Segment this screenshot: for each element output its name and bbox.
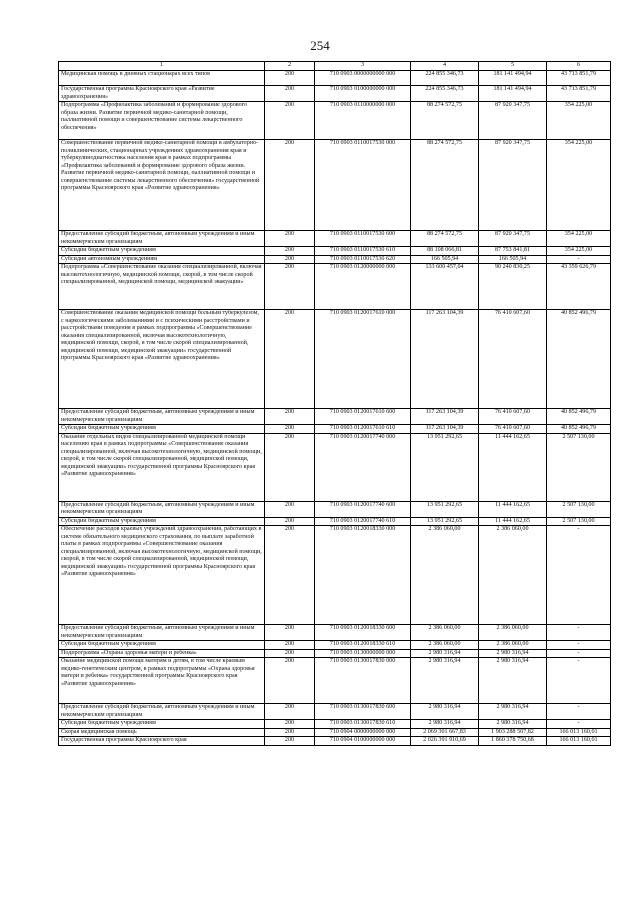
row-executed-amount-cell: 11 444 162,65 [479,433,547,501]
row-code-cell: 200 [265,517,315,526]
row-name-cell: Совершенствование оказания медицинской помощи больным туберкулезом, с наркологическими заболеваниями и с психическими расстройствами и расстройствами поведения в рамках подпрограммы «Совершенствование оказания специализированной, включая высокотехнологичную, медицинской помощи, скорой, в том числе скорой специализированной, медицинской помощи, медицинской эвакуации» государственной программы Красноярского края «Развитие здравоохранения» [59,310,265,409]
column-header: 6 [547,62,611,71]
row-remaining-amount-cell: 2 507 130,00 [547,433,611,501]
row-classification-cell: 710 0903 0120018330 000 [315,526,411,625]
row-planned-amount-cell: 117 263 104,39 [411,409,479,425]
row-planned-amount-cell: 88 274 572,75 [411,102,479,140]
row-classification-cell: 710 0903 0110017530 600 [315,231,411,247]
table-row [59,641,611,650]
row-remaining-amount-cell: 166 013 160,01 [547,728,611,737]
row-code-cell: 200 [265,649,315,658]
row-executed-amount-cell: 90 240 830,25 [479,264,547,310]
row-planned-amount-cell: 2 069 301 667,83 [411,728,479,737]
row-executed-amount-cell: 2 980 316,94 [479,658,547,704]
column-header: 4 [411,62,479,71]
row-name-cell: Предоставление субсидий бюджетным, автономным учреждениям и иным некоммерческим организациям [59,625,265,641]
table-row [59,704,611,720]
table-row [59,501,611,517]
row-name-cell: Обеспечение расходов краевых учреждений здравоохранения, работающих в системе обязательного медицинского страхования, по выплате заработной платы в рамках подпрограммы «Совершенствование оказания специализированной, включая высокотехнологичную, медицинской помощи, скорой, в том числе скорой специализированной, медицинской помощи, медицинской эвакуации» государственной программы Красноярского края «Развитие здравоохранения» [59,526,265,625]
row-planned-amount-cell: 88 108 066,81 [411,247,479,256]
row-name-cell: Подпрограмма «Охрана здоровья матери и ребенка» [59,649,265,658]
row-remaining-amount-cell: - [547,526,611,625]
table-row [59,86,611,102]
row-planned-amount-cell: 2 980 316,94 [411,658,479,704]
row-remaining-amount-cell: 43 359 626,79 [547,264,611,310]
row-executed-amount-cell: 1 860 378 750,68 [479,737,547,746]
column-header: 1 [59,62,265,71]
row-name-cell: Предоставление субсидий бюджетным, автономным учреждениям и иным некоммерческим организациям [59,231,265,247]
row-name-cell: Подпрограмма «Совершенствование оказания специализированной, включая высокотехнологичную, медицинской помощи, скорой, в том числе скорой специализированной, медицинской помощи, медицинской эвакуации» [59,264,265,310]
row-remaining-amount-cell: 354 225,00 [547,231,611,247]
table-row [59,658,611,704]
row-planned-amount-cell: 2 980 316,94 [411,720,479,729]
row-executed-amount-cell: 1 903 288 507,82 [479,728,547,737]
row-remaining-amount-cell: - [547,641,611,650]
row-executed-amount-cell: 87 920 347,75 [479,102,547,140]
row-code-cell: 200 [265,625,315,641]
row-executed-amount-cell: 2 980 316,94 [479,720,547,729]
row-classification-cell: 710 0903 0120017610 000 [315,310,411,409]
row-remaining-amount-cell: - [547,625,611,641]
row-classification-cell: 710 0903 0130000000 000 [315,649,411,658]
row-planned-amount-cell: 88 274 572,75 [411,140,479,231]
row-remaining-amount-cell: 43 713 851,79 [547,71,611,86]
row-remaining-amount-cell: - [547,720,611,729]
row-planned-amount-cell: 13 951 292,65 [411,501,479,517]
row-name-cell: Медицинская помощь в дневных стационарах всех типов [59,71,265,86]
row-remaining-amount-cell: 40 852 496,79 [547,409,611,425]
row-executed-amount-cell: 87 920 347,75 [479,231,547,247]
row-name-cell: Подпрограмма «Профилактика заболеваний и формирование здорового образа жизни. Развитие первичной медико-санитарной помощи, паллиативной помощи и совершенствование системы лекарственного обеспечения» [59,102,265,140]
row-remaining-amount-cell: - [547,649,611,658]
row-classification-cell: 710 0903 0000000000 000 [315,71,411,86]
column-header: 3 [315,62,411,71]
row-classification-cell: 710 0903 0110017530 610 [315,247,411,256]
row-name-cell: Субсидии автономным учреждениям [59,255,265,264]
row-executed-amount-cell: 76 410 607,60 [479,425,547,434]
row-classification-cell: 710 0903 0110000000 000 [315,102,411,140]
row-name-cell: Государственная программа Красноярского края «Развитие здравоохранения» [59,86,265,102]
row-executed-amount-cell: 11 444 162,65 [479,517,547,526]
row-executed-amount-cell: 87 753 841,81 [479,247,547,256]
row-classification-cell: 710 0903 0120000000 000 [315,264,411,310]
row-remaining-amount-cell: 354 225,00 [547,140,611,231]
row-executed-amount-cell: 76 410 607,60 [479,409,547,425]
row-name-cell: Совершенствование первичной медико-санитарной помощи в амбулаторно-поликлинических, стационарных учреждениях здравоохранения края и туберкулинодиагностика населения края в рамках подпрограммы «Профилактика заболеваний и формирование здорового образа жизни. Развитие первичной медико-санитарной помощи, паллиативной помощи и совершенствование системы лекарственного обеспечения» государственной программы Красноярского края «Развитие здравоохранения» [59,140,265,231]
page-number: 254 [310,38,330,53]
row-planned-amount-cell: 117 263 104,39 [411,425,479,434]
row-planned-amount-cell: 224 855 346,73 [411,86,479,102]
row-classification-cell: 710 0903 0130017830 000 [315,658,411,704]
row-code-cell: 200 [265,658,315,704]
row-executed-amount-cell: 11 444 162,65 [479,501,547,517]
row-name-cell: Предоставление субсидий бюджетным, автономным учреждениям и иным некоммерческим организациям [59,409,265,425]
row-code-cell: 200 [265,71,315,86]
row-classification-cell: 710 0903 0110017530 620 [315,255,411,264]
row-code-cell: 200 [265,737,315,746]
row-name-cell: Субсидии бюджетным учреждениям [59,720,265,729]
row-executed-amount-cell: 181 141 494,94 [479,86,547,102]
row-code-cell: 200 [265,433,315,501]
row-name-cell: Предоставление субсидий бюджетным, автономным учреждениям и иным некоммерческим организациям [59,704,265,720]
row-executed-amount-cell: 166 505,94 [479,255,547,264]
table-row [59,102,611,140]
row-classification-cell: 710 0904 0100000000 000 [315,737,411,746]
row-remaining-amount-cell: 2 507 130,00 [547,501,611,517]
table-row [59,71,611,86]
row-remaining-amount-cell: - [547,704,611,720]
table-row [59,425,611,434]
row-executed-amount-cell: 2 980 316,94 [479,704,547,720]
table-row [59,409,611,425]
row-remaining-amount-cell: 354 225,00 [547,102,611,140]
row-classification-cell: 710 0903 0120017740 610 [315,517,411,526]
row-code-cell: 200 [265,264,315,310]
row-name-cell: Оказание медицинской помощи матерям и детям, в том числе краевым медико-генетическим центром, в рамках подпрограммы «Охрана здоровья матери и ребенка» государственной программы Красноярского края «Развитие здравоохранения» [59,658,265,704]
row-name-cell: Субсидии бюджетным учреждениям [59,641,265,650]
row-name-cell: Субсидии бюджетным учреждениям [59,517,265,526]
row-planned-amount-cell: 2 980 316,94 [411,704,479,720]
table-row [59,255,611,264]
row-remaining-amount-cell: 166 013 160,01 [547,737,611,746]
row-planned-amount-cell: 2 980 316,94 [411,649,479,658]
row-executed-amount-cell: 2 386 060,00 [479,625,547,641]
row-code-cell: 200 [265,231,315,247]
table-row [59,737,611,746]
row-classification-cell: 710 0903 0130017830 600 [315,704,411,720]
row-executed-amount-cell: 76 410 607,60 [479,310,547,409]
row-planned-amount-cell: 13 951 292,65 [411,517,479,526]
table-row [59,649,611,658]
row-code-cell: 200 [265,86,315,102]
row-code-cell: 200 [265,140,315,231]
row-executed-amount-cell: 2 386 060,00 [479,641,547,650]
row-planned-amount-cell: 2 386 060,00 [411,641,479,650]
row-classification-cell: 710 0903 0120017740 600 [315,501,411,517]
row-planned-amount-cell: 117 263 104,39 [411,310,479,409]
row-classification-cell: 710 0903 0120018330 600 [315,625,411,641]
row-classification-cell: 710 0903 0120018330 610 [315,641,411,650]
row-code-cell: 200 [265,501,315,517]
row-code-cell: 200 [265,526,315,625]
row-name-cell: Субсидии бюджетным учреждениям [59,425,265,434]
row-code-cell: 200 [265,247,315,256]
row-planned-amount-cell: 2 386 060,00 [411,526,479,625]
table-row [59,247,611,256]
row-planned-amount-cell: 133 600 457,04 [411,264,479,310]
row-planned-amount-cell: 2 026 391 910,69 [411,737,479,746]
table-row [59,517,611,526]
row-planned-amount-cell: 224 855 346,73 [411,71,479,86]
row-remaining-amount-cell: 43 713 851,79 [547,86,611,102]
row-code-cell: 200 [265,255,315,264]
row-executed-amount-cell: 2 980 316,94 [479,649,547,658]
row-executed-amount-cell: 181 141 494,94 [479,71,547,86]
row-planned-amount-cell: 88 274 572,75 [411,231,479,247]
table-row [59,140,611,231]
row-name-cell: Предоставление субсидий бюджетным, автономным учреждениям и иным некоммерческим организациям [59,501,265,517]
row-code-cell: 200 [265,641,315,650]
table-row [59,720,611,729]
budget-table [58,61,611,746]
row-planned-amount-cell: 166 505,94 [411,255,479,264]
row-planned-amount-cell: 2 386 060,00 [411,625,479,641]
row-classification-cell: 710 0903 0120017610 610 [315,425,411,434]
table-row [59,310,611,409]
row-classification-cell: 710 0904 0000000000 000 [315,728,411,737]
row-name-cell: Государственная программа Красноярского края [59,737,265,746]
row-classification-cell: 710 0903 0130017830 610 [315,720,411,729]
row-name-cell: Скорая медицинская помощь [59,728,265,737]
row-remaining-amount-cell: - [547,658,611,704]
row-code-cell: 200 [265,728,315,737]
row-code-cell: 200 [265,102,315,140]
row-name-cell: Субсидии бюджетным учреждениям [59,247,265,256]
row-code-cell: 200 [265,409,315,425]
row-executed-amount-cell: 87 920 347,75 [479,140,547,231]
row-code-cell: 200 [265,720,315,729]
table-row [59,625,611,641]
table-row [59,728,611,737]
row-name-cell: Оказание отдельных видов специализированной медицинской помощи населению края в рамках подпрограммы «Совершенствование оказания специализированной, включая высокотехнологичную, медицинской помощи, скорой, в том числе скорой специализированной, медицинской помощи, медицинской эвакуации» государственной программы Красноярского края «Развитие здравоохранения» [59,433,265,501]
row-remaining-amount-cell: 40 852 496,79 [547,310,611,409]
row-classification-cell: 710 0903 0120017740 000 [315,433,411,501]
row-code-cell: 200 [265,310,315,409]
row-remaining-amount-cell: 2 507 130,00 [547,517,611,526]
row-remaining-amount-cell: 354 225,00 [547,247,611,256]
header-row [59,62,611,71]
row-code-cell: 200 [265,425,315,434]
column-header: 5 [479,62,547,71]
row-remaining-amount-cell: 40 852 496,79 [547,425,611,434]
table-row [59,433,611,501]
table-row [59,526,611,625]
row-executed-amount-cell: 2 386 060,00 [479,526,547,625]
column-header: 2 [265,62,315,71]
row-remaining-amount-cell: - [547,255,611,264]
row-classification-cell: 710 0903 0110017530 000 [315,140,411,231]
table-row [59,231,611,247]
row-code-cell: 200 [265,704,315,720]
row-classification-cell: 710 0903 0100000000 000 [315,86,411,102]
table-row [59,264,611,310]
row-planned-amount-cell: 13 951 292,65 [411,433,479,501]
row-classification-cell: 710 0903 0120017610 600 [315,409,411,425]
